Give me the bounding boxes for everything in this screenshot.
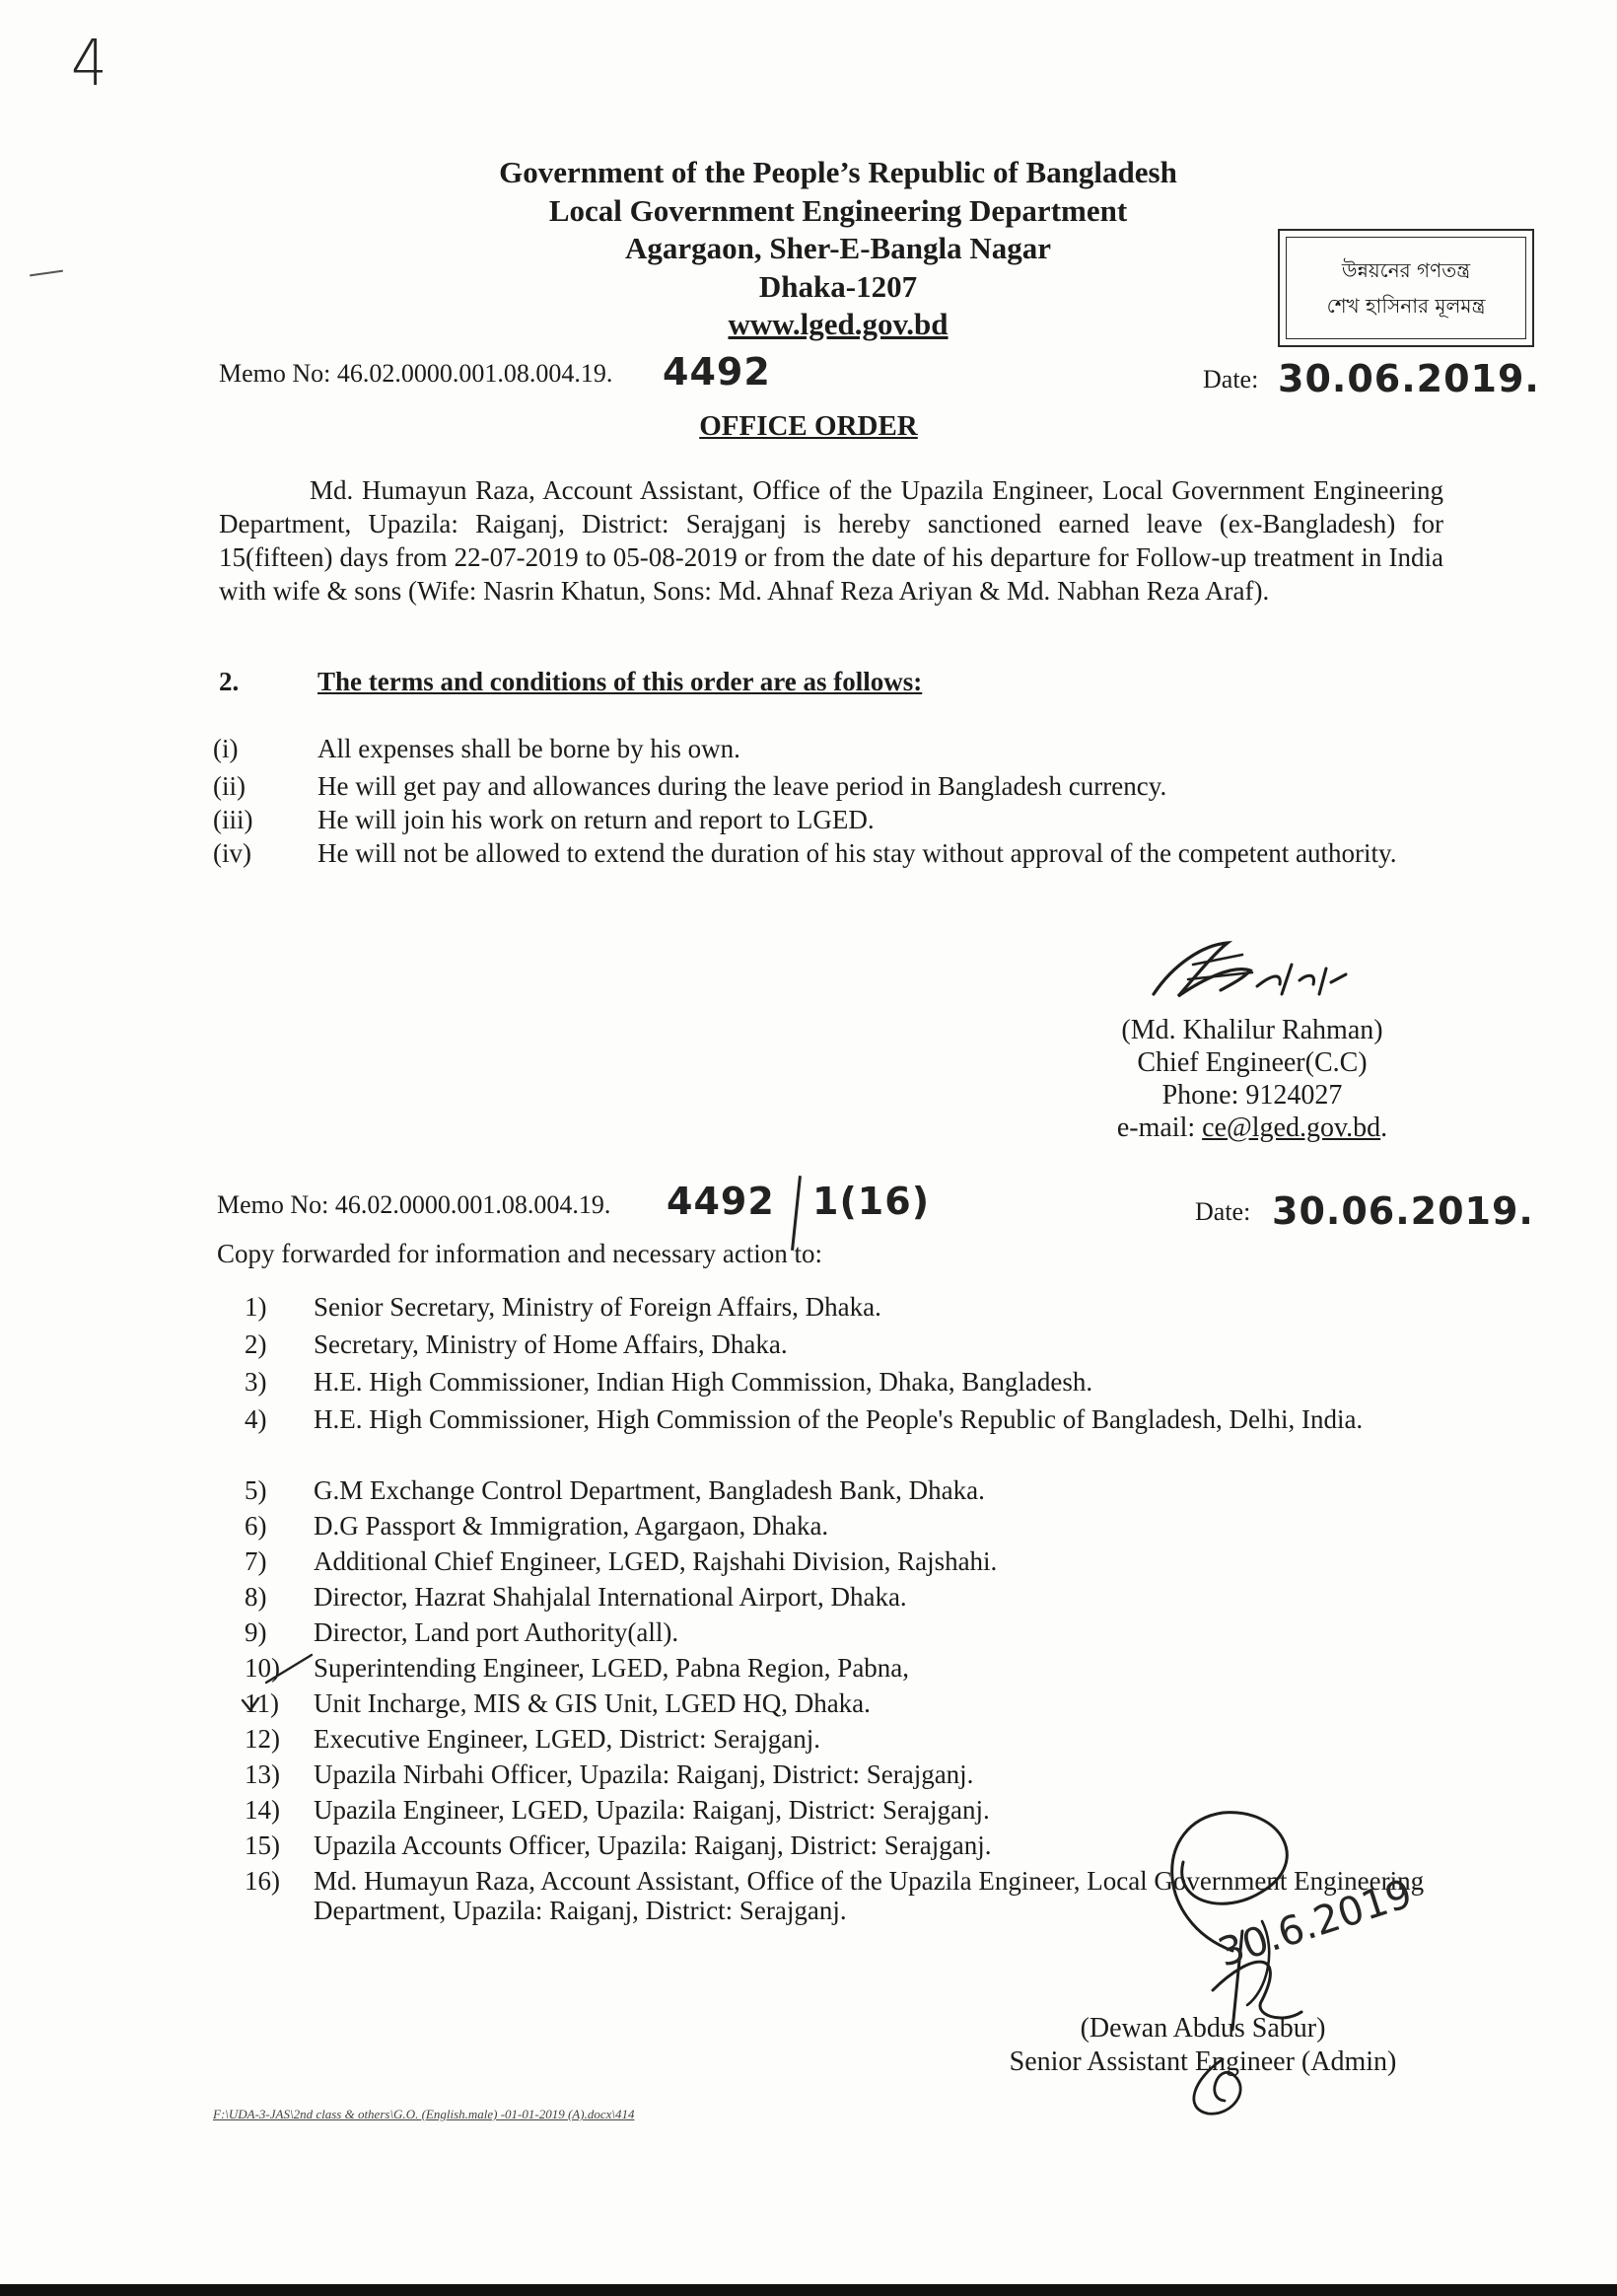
recipient-number: 8) xyxy=(245,1582,267,1612)
condition-number: (i) xyxy=(213,734,239,763)
recipient-number: 15) xyxy=(245,1830,280,1860)
recipient-text: Executive Engineer, LGED, District: Serajganj. xyxy=(314,1724,821,1754)
signatory-senior-engineer xyxy=(976,2012,1430,2079)
chief-engineer-signature xyxy=(1134,925,1380,1014)
recipient-text: Upazila Accounts Officer, Upazila: Raiganj, District: Serajganj. xyxy=(314,1830,992,1860)
condition-item xyxy=(213,837,1455,869)
condition-number: (ii) xyxy=(213,771,246,801)
recipient-number: 4) xyxy=(245,1404,267,1434)
condition-text: He will join his work on return and report to LGED. xyxy=(317,805,875,834)
recipient-number: 16) xyxy=(245,1866,280,1896)
scan-edge-bar xyxy=(0,2284,1617,2296)
memo-number-handwritten: 4492 xyxy=(663,350,771,394)
recipient-text: Senior Secretary, Ministry of Foreign Affairs, Dhaka. xyxy=(314,1292,881,1322)
recipient-number: 3) xyxy=(245,1367,267,1397)
condition-number: (iii) xyxy=(213,805,253,834)
recipient-text: G.M Exchange Control Department, Bangladesh Bank, Dhaka. xyxy=(314,1475,985,1505)
copy-forwarded-line: Copy forwarded for information and necessary action to: xyxy=(217,1239,823,1268)
email-link[interactable]: ce@lged.gov.bd xyxy=(1202,1112,1381,1143)
recipient-item xyxy=(245,1688,1453,1718)
recipient-text: Md. Humayun Raza, Account Assistant, Office of the Upazila Engineer, Local Government Engineering Department, Upazila: Raiganj, District: Serajganj. xyxy=(314,1866,1425,1925)
recipient-text: Director, Hazrat Shahjalal International Airport, Dhaka. xyxy=(314,1582,907,1612)
recipient-text: Upazila Nirbahi Officer, Upazila: Raiganj, District: Serajganj. xyxy=(314,1759,974,1789)
handwritten-tick-marks xyxy=(237,1649,325,1728)
recipient-text: Unit Incharge, MIS & GIS Unit, LGED HQ, Dhaka. xyxy=(314,1688,871,1718)
recipient-number: 11) xyxy=(245,1688,279,1718)
memo-number-label: Memo No: 46.02.0000.001.08.004.19. xyxy=(219,359,613,388)
terms-heading: The terms and conditions of this order are as follows: xyxy=(317,667,923,696)
recipient-number: 10) xyxy=(245,1653,280,1683)
recipient-number: 14) xyxy=(245,1795,280,1825)
memo-number-handwritten-2: 4492 xyxy=(667,1180,775,1223)
recipient-text: Additional Chief Engineer, LGED, Rajshahi Division, Rajshahi. xyxy=(314,1546,998,1576)
header-government: Government of the People’s Republic of Bangladesh xyxy=(499,155,1177,189)
recipient-text: Upazila Engineer, LGED, Upazila: Raiganj, District: Serajganj. xyxy=(314,1795,990,1825)
signatory-chief-engineer xyxy=(1055,1014,1449,1144)
recipient-item xyxy=(245,1546,1453,1576)
condition-text: He will not be allowed to extend the duration of his stay without approval of the competent authority. xyxy=(317,838,1397,868)
recipient-item xyxy=(245,1292,1453,1322)
slogan-box xyxy=(1278,229,1534,347)
recipient-text: H.E. High Commissioner, High Commission of the People's Republic of Bangladesh, Delhi, India. xyxy=(314,1404,1364,1434)
recipient-item xyxy=(245,1617,1453,1647)
recipient-text: Superintending Engineer, LGED, Pabna Region, Pabna, xyxy=(314,1653,910,1683)
condition-item xyxy=(213,770,1455,802)
recipient-text: Secretary, Ministry of Home Affairs, Dhaka. xyxy=(314,1329,788,1359)
terms-number: 2. xyxy=(219,667,240,696)
signatory-name-2: (Dewan Abdus Sabur) xyxy=(1080,2013,1326,2044)
slogan-line-2: শেখ হাসিনার মূলমন্ত্র xyxy=(1326,294,1486,318)
recipient-number: 2) xyxy=(245,1329,267,1359)
recipient-item xyxy=(245,1724,1453,1754)
condition-item xyxy=(213,733,1455,764)
email-label: e-mail: xyxy=(1116,1112,1203,1143)
memo-number-label-2: Memo No: 46.02.0000.001.08.004.19. xyxy=(217,1190,611,1219)
slogan-line-1: উন্নয়নের গণতন্ত্র xyxy=(1341,258,1471,282)
margin-mark xyxy=(30,270,63,277)
order-paragraph: Md. Humayun Raza, Account Assistant, Office of the Upazila Engineer, Local Government Engineering Department, Upazila: Raiganj, District: Serajganj is hereby sanctioned earned leave (ex-Bangladesh) for 15(fifteen) days from 22-07-2019 to 05-08-2019 or from the date of his departure for Follow-up treatment in India with wife & sons (Wife: Nasrin Khatun, Sons: Md. Ahnaf Reza Ariyan & Md. Nabhan Reza Araf). xyxy=(219,475,1443,606)
condition-text: He will get pay and allowances during the leave period in Bangladesh currency. xyxy=(317,771,1167,801)
office-order-title: OFFICE ORDER xyxy=(699,410,918,442)
date-handwritten: 30.06.2019. xyxy=(1278,357,1540,400)
signatory-phone: Phone: 9124027 xyxy=(1161,1080,1343,1111)
signatory-email-line xyxy=(1055,1112,1449,1144)
recipient-number: 12) xyxy=(245,1724,280,1754)
header-city: Dhaka-1207 xyxy=(758,268,918,304)
recipient-item xyxy=(245,1511,1453,1541)
recipient-text: H.E. High Commissioner, Indian High Commission, Dhaka, Bangladesh. xyxy=(314,1367,1093,1397)
date-label-2: Date: xyxy=(1195,1197,1251,1226)
date-label: Date: xyxy=(1203,365,1259,394)
page-number-mark: 4 xyxy=(71,28,107,101)
header-website: www.lged.gov.bd xyxy=(728,307,949,341)
recipient-item xyxy=(245,1329,1453,1359)
header-department: Local Government Engineering Department xyxy=(548,192,1128,228)
header-address: Agargaon, Sher-E-Bangla Nagar xyxy=(625,231,1051,265)
recipient-item xyxy=(245,1759,1453,1789)
recipient-text: Director, Land port Authority(all). xyxy=(314,1617,679,1647)
email-suffix: . xyxy=(1380,1112,1388,1143)
recipient-text: D.G Passport & Immigration, Agargaon, Dhaka. xyxy=(314,1511,829,1541)
condition-text: All expenses shall be borne by his own. xyxy=(317,734,740,763)
file-path-footer: F:\UDA-3-JAS\2nd class & others\G.O. (English.male) -01-01-2019 (A).docx\414 xyxy=(213,2107,635,2121)
signatory-name: (Md. Khalilur Rahman) xyxy=(1121,1015,1383,1045)
condition-item xyxy=(213,804,1455,835)
recipient-number: 1) xyxy=(245,1292,267,1322)
recipient-item xyxy=(245,1582,1453,1612)
recipient-item xyxy=(245,1653,1453,1683)
date-handwritten-2: 30.06.2019. xyxy=(1272,1189,1534,1233)
recipient-item xyxy=(245,1367,1453,1397)
condition-number: (iv) xyxy=(213,838,251,868)
recipient-item xyxy=(245,1404,1453,1434)
signatory-designation-2: Senior Assistant Engineer (Admin) xyxy=(1009,2046,1397,2077)
recipient-number: 5) xyxy=(245,1475,267,1505)
recipient-number: 9) xyxy=(245,1617,267,1647)
memo-sub-number-handwritten: 1(16) xyxy=(812,1180,931,1223)
recipient-number: 6) xyxy=(245,1511,267,1541)
signatory-designation: Chief Engineer(C.C) xyxy=(1137,1047,1368,1078)
letterhead xyxy=(246,154,1430,344)
recipient-number: 7) xyxy=(245,1546,267,1576)
senior-engineer-signature xyxy=(1114,1803,1469,2138)
recipient-item xyxy=(245,1475,1453,1505)
recipient-number: 13) xyxy=(245,1759,280,1789)
signature-date-handwritten: 30.6.2019 xyxy=(1213,1871,1418,1976)
